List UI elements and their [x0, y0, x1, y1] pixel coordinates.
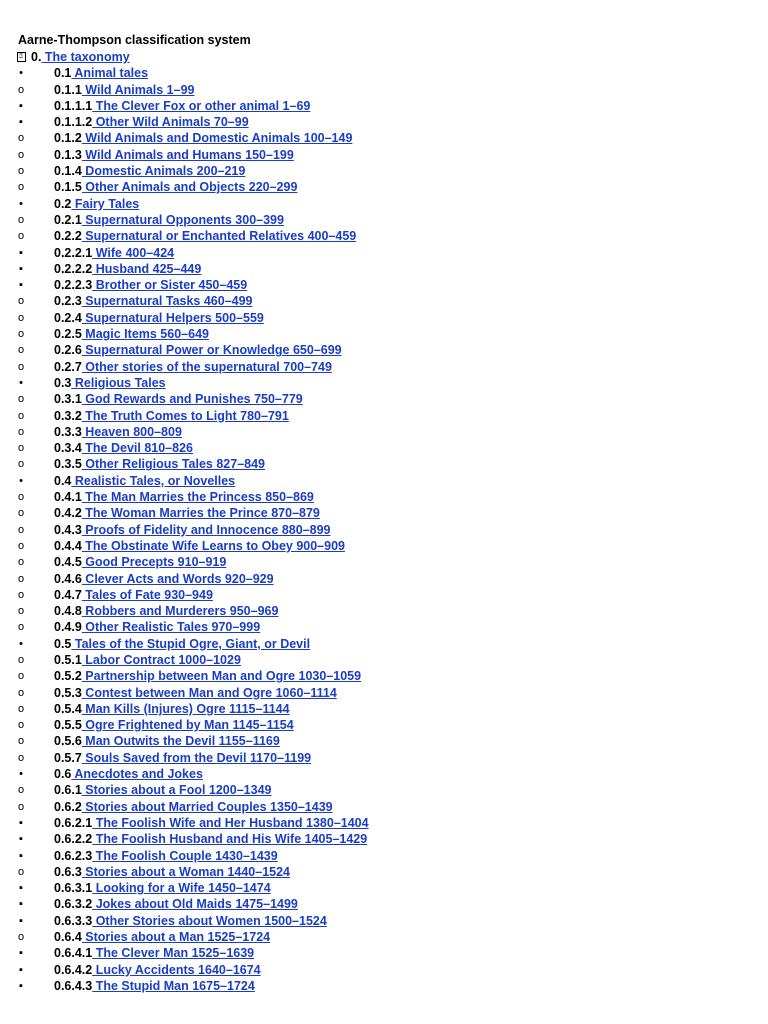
- toc-link[interactable]: Brother or Sister 450–459: [92, 278, 248, 293]
- toc-item: [0, 554, 768, 570]
- toc-entry: [54, 114, 249, 130]
- bullet-icon: o: [17, 458, 25, 471]
- toc-entry: [54, 456, 265, 472]
- toc-link[interactable]: Heaven 800–809: [81, 424, 182, 439]
- toc-item: [0, 766, 768, 782]
- toc-link[interactable]: Proofs of Fidelity and Innocence 880–899: [81, 522, 331, 537]
- section-number: 0.5.5: [54, 718, 82, 733]
- toc-link[interactable]: The Foolish Wife and Her Husband 1380–1404: [92, 815, 369, 830]
- toc-item: [0, 163, 768, 179]
- toc-link[interactable]: The Devil 810–826: [81, 441, 193, 456]
- toc-entry: [54, 782, 271, 798]
- toc-entry: [54, 554, 226, 570]
- toc-entry: [54, 65, 148, 81]
- toc-entry: [54, 587, 213, 603]
- toc-item: [0, 733, 768, 749]
- bullet-icon: •: [19, 376, 23, 389]
- toc-link[interactable]: The Man Marries the Princess 850–869: [81, 490, 314, 505]
- toc-link[interactable]: The taxonomy: [41, 50, 130, 64]
- toc-entry: [54, 701, 290, 717]
- section-number: 0.2.2.3: [54, 278, 93, 293]
- toc-link[interactable]: Magic Items 560–649: [81, 327, 209, 342]
- section-number: 0.6.4.3: [54, 978, 93, 993]
- bullet-icon: o: [17, 230, 25, 243]
- toc-item: [0, 456, 768, 472]
- toc-link[interactable]: Stories about a Woman 1440–1524: [81, 864, 291, 879]
- section-number: 0.: [31, 50, 42, 64]
- toc-entry: [54, 147, 294, 163]
- toc-entry: [54, 619, 260, 635]
- toc-link[interactable]: Supernatural Tasks 460–499: [81, 294, 253, 309]
- bullet-icon: o: [17, 751, 25, 764]
- section-number: 0.6.3.1: [54, 881, 93, 896]
- section-number: 0.5.6: [54, 734, 82, 749]
- toc-link[interactable]: The Clever Man 1525–1639: [92, 946, 255, 961]
- toc-link[interactable]: Religious Tales: [71, 375, 166, 390]
- section-number: 0.4.2: [54, 506, 82, 521]
- toc-entry: [54, 799, 333, 815]
- toc-link[interactable]: Realistic Tales, or Novelles: [71, 473, 236, 488]
- bullet-icon: o: [17, 621, 25, 634]
- toc-entry: [54, 375, 166, 391]
- toc-entry: [54, 603, 278, 619]
- toc-item: [0, 880, 768, 896]
- toc-item: [0, 668, 768, 684]
- bullet-icon: •: [19, 474, 23, 487]
- toc-link[interactable]: Ogre Frightened by Man 1145–1154: [81, 718, 294, 733]
- bullet-icon: •: [19, 768, 23, 781]
- section-number: 0.6.1: [54, 783, 82, 798]
- section-number: 0.3.3: [54, 424, 82, 439]
- bullet-icon: o: [17, 556, 25, 569]
- toc-item: [0, 587, 768, 603]
- toc-item: [0, 277, 768, 293]
- bullet-icon: o: [17, 442, 25, 455]
- toc-item: [0, 49, 768, 65]
- bullet-icon: o: [17, 311, 25, 324]
- bullet-icon: ▪: [19, 882, 23, 895]
- toc-link[interactable]: Supernatural Opponents 300–399: [81, 212, 284, 227]
- bullet-icon: o: [17, 800, 25, 813]
- toc-item: [0, 424, 768, 440]
- toc-entry: [54, 815, 369, 831]
- toc-entry: [54, 538, 345, 554]
- section-number: 0.2.3: [54, 294, 82, 309]
- toc-item: [0, 65, 768, 81]
- section-number: 0.1.4: [54, 164, 82, 179]
- toc-entry: [54, 831, 367, 847]
- toc-item: [0, 375, 768, 391]
- toc-item: [0, 473, 768, 489]
- toc-entry: [54, 179, 297, 195]
- toc-item: [0, 571, 768, 587]
- toc-link[interactable]: Man Outwits the Devil 1155–1169: [81, 734, 280, 749]
- toc-item: [0, 212, 768, 228]
- bullet-icon: o: [17, 523, 25, 536]
- toc-entry: [54, 848, 278, 864]
- section-number: 0.4.8: [54, 604, 82, 619]
- toc-item: [0, 489, 768, 505]
- section-number: 0.4.5: [54, 555, 82, 570]
- bullet-icon: o: [17, 865, 25, 878]
- toc-link[interactable]: Man Kills (Injures) Ogre 1115–1144: [81, 701, 290, 716]
- toc-entry: [54, 880, 271, 896]
- toc-item: [0, 326, 768, 342]
- bullet-icon: ▪: [19, 947, 23, 960]
- section-number: 0.4.3: [54, 522, 82, 537]
- bullet-icon: o: [17, 735, 25, 748]
- toc-item: [0, 652, 768, 668]
- section-number: 0.2.4: [54, 310, 82, 325]
- section-number: 0.4.4: [54, 538, 82, 553]
- section-number: 0.5.2: [54, 669, 82, 684]
- toc-item: [0, 782, 768, 798]
- toc-item: [0, 245, 768, 261]
- toc-entry: [54, 864, 290, 880]
- toc-entry: [54, 391, 303, 407]
- section-number: 0.6.2: [54, 799, 82, 814]
- toc-link[interactable]: Lucky Accidents 1640–1674: [92, 962, 261, 977]
- bullet-icon: o: [17, 148, 25, 161]
- toc-link[interactable]: Robbers and Murderers 950–969: [81, 604, 279, 619]
- toc-item: [0, 261, 768, 277]
- section-number: 0.5.3: [54, 685, 82, 700]
- toc-item: [0, 831, 768, 847]
- section-number: 0.2.6: [54, 343, 82, 358]
- toc-item: [0, 848, 768, 864]
- bullet-icon: o: [17, 181, 25, 194]
- toc-item: [0, 750, 768, 766]
- toc-link[interactable]: Other Realistic Tales 970–999: [81, 620, 261, 635]
- toc-item: [0, 962, 768, 978]
- toc-entry: [54, 896, 298, 912]
- section-number: 0.1.2: [54, 131, 82, 146]
- toc-link[interactable]: Jokes about Old Maids 1475–1499: [92, 897, 298, 912]
- toc-entry: [54, 424, 182, 440]
- bullet-icon: •: [19, 637, 23, 650]
- bullet-icon: ▪: [19, 979, 23, 992]
- toc-link[interactable]: Animal tales: [71, 66, 149, 81]
- section-number: 0.5.4: [54, 701, 82, 716]
- toc-item: [0, 114, 768, 130]
- section-number: 0.2.2.1: [54, 245, 93, 260]
- section-number: 0.6.2.1: [54, 815, 93, 830]
- toc-entry: [54, 571, 274, 587]
- toc-link[interactable]: Anecdotes and Jokes: [71, 767, 203, 782]
- toc-link[interactable]: God Rewards and Punishes 750–779: [81, 392, 303, 407]
- toc-link[interactable]: Other Wild Animals 70–99: [92, 115, 249, 130]
- toc-entry: [54, 408, 289, 424]
- bullet-icon: ▪: [19, 262, 23, 275]
- toc-entry: [54, 522, 331, 538]
- bullet-icon: •: [19, 67, 23, 80]
- toc-entry: [54, 440, 193, 456]
- toc-link[interactable]: Wild Animals and Humans 150–199: [81, 147, 294, 162]
- toc-entry: [54, 98, 310, 114]
- toc-item: [0, 505, 768, 521]
- section-number: 0.5.7: [54, 750, 82, 765]
- toc-item: [0, 538, 768, 554]
- toc-entry: [54, 310, 264, 326]
- bullet-icon: o: [17, 132, 25, 145]
- toc-link[interactable]: Wild Animals 1–99: [81, 82, 195, 97]
- bullet-icon: ▪: [19, 816, 23, 829]
- section-number: 0.6.2.3: [54, 848, 93, 863]
- section-number: 0.6.2.2: [54, 832, 93, 847]
- section-number: 0.6.4.2: [54, 962, 93, 977]
- bullet-icon: o: [17, 213, 25, 226]
- bullet-icon: •: [19, 197, 23, 210]
- toc-item: [0, 815, 768, 831]
- toc-item: [0, 945, 768, 961]
- section-number: 0.6: [54, 767, 72, 782]
- toc-item: [0, 179, 768, 195]
- toc-item: [0, 978, 768, 994]
- bullet-icon: ▪: [19, 833, 23, 846]
- toc-item: [0, 522, 768, 538]
- toc-item: [0, 342, 768, 358]
- toc-link[interactable]: Looking for a Wife 1450–1474: [92, 881, 271, 896]
- section-number: 0.1.5: [54, 180, 82, 195]
- section-number: 0.2.2: [54, 229, 82, 244]
- toc-entry: [54, 245, 174, 261]
- section-number: 0.4.9: [54, 620, 82, 635]
- toc-entry: [54, 685, 337, 701]
- toc-entry: [54, 196, 139, 212]
- toc-entry: [54, 766, 203, 782]
- toc-item: [0, 685, 768, 701]
- bullet-icon: o: [17, 931, 25, 944]
- bullet-icon: o: [17, 572, 25, 585]
- bullet-icon: ▪: [19, 849, 23, 862]
- bullet-icon: ▪: [19, 99, 23, 112]
- bullet-icon: o: [17, 344, 25, 357]
- section-number: 0.2.2.2: [54, 261, 93, 276]
- bullet-icon: ▪: [19, 116, 23, 129]
- toc-link[interactable]: Fairy Tales: [71, 196, 140, 211]
- toc-entry: [31, 49, 130, 65]
- toc-entry: [54, 945, 254, 961]
- bullet-icon: o: [17, 83, 25, 96]
- toc-link[interactable]: Other Animals and Objects 220–299: [81, 180, 298, 195]
- toc-item: [0, 82, 768, 98]
- toc-item: [0, 359, 768, 375]
- toc-entry: [54, 733, 280, 749]
- toc-link[interactable]: Stories about a Man 1525–1724: [81, 930, 271, 945]
- section-number: 0.6.3: [54, 864, 82, 879]
- toc-item: [0, 293, 768, 309]
- bullet-icon: ▪: [19, 246, 23, 259]
- toc-entry: [54, 473, 235, 489]
- bullet-icon: ▪: [19, 279, 23, 292]
- bullet-icon: o: [17, 328, 25, 341]
- bullet-icon: ▪: [19, 914, 23, 927]
- toc-link[interactable]: The Obstinate Wife Learns to Obey 900–909: [81, 538, 345, 553]
- toc-item: [0, 619, 768, 635]
- toc-item: [0, 98, 768, 114]
- section-number: 0.3.1: [54, 392, 82, 407]
- toc-link[interactable]: Contest between Man and Ogre 1060–1114: [81, 685, 337, 700]
- bullet-icon: o: [17, 686, 25, 699]
- toc-link[interactable]: The Stupid Man 1675–1724: [92, 978, 255, 993]
- toc-item: [0, 391, 768, 407]
- bullet-icon: o: [17, 165, 25, 178]
- bullet-icon: o: [17, 425, 25, 438]
- toc-item: [0, 717, 768, 733]
- toc-link[interactable]: Other Stories about Women 1500–1524: [92, 913, 327, 928]
- toc-entry: [54, 277, 247, 293]
- toc-link[interactable]: The Woman Marries the Prince 870–879: [81, 506, 320, 521]
- toc-link[interactable]: Husband 425–449: [92, 261, 202, 276]
- toc-link[interactable]: Tales of Fate 930–949: [81, 587, 213, 602]
- bullet-icon: o: [17, 653, 25, 666]
- section-number: 0.4: [54, 473, 72, 488]
- toc-entry: [54, 962, 261, 978]
- toc-link[interactable]: Supernatural Helpers 500–559: [81, 310, 264, 325]
- section-number: 0.4.6: [54, 571, 82, 586]
- toc-entry: [54, 636, 310, 652]
- toc-link[interactable]: Supernatural or Enchanted Relatives 400–459: [81, 229, 357, 244]
- bullet-icon: o: [17, 295, 25, 308]
- bullet-icon: ▪: [19, 963, 23, 976]
- bullet-icon: o: [17, 605, 25, 618]
- toc-item: [0, 130, 768, 146]
- toc-entry: [54, 913, 327, 929]
- bullet-icon: o: [17, 588, 25, 601]
- toc-entry: [54, 978, 255, 994]
- section-number: 0.1.1: [54, 82, 82, 97]
- toc-link[interactable]: The Truth Comes to Light 780–791: [81, 408, 289, 423]
- toc-link[interactable]: Labor Contract 1000–1029: [81, 652, 241, 667]
- toc-link[interactable]: Clever Acts and Words 920–929: [81, 571, 274, 586]
- toc-entry: [54, 652, 241, 668]
- section-number: 0.6.4: [54, 930, 82, 945]
- section-number: 0.3: [54, 375, 72, 390]
- page-title: Aarne-Thompson classification system: [18, 33, 251, 47]
- collapse-toggle-icon[interactable]: [15, 49, 27, 65]
- bullet-icon: o: [17, 719, 25, 732]
- toc-item: [0, 913, 768, 929]
- toc-item: [0, 408, 768, 424]
- toc-entry: [54, 505, 320, 521]
- toc-entry: [54, 293, 253, 309]
- toc-item: [0, 799, 768, 815]
- bullet-icon: o: [17, 360, 25, 373]
- toc-entry: [54, 130, 352, 146]
- table-of-contents: [0, 49, 768, 994]
- toc-link[interactable]: Other Religious Tales 827–849: [81, 457, 265, 472]
- bullet-icon: o: [17, 784, 25, 797]
- section-number: 0.4.7: [54, 587, 82, 602]
- toc-link[interactable]: Tales of the Stupid Ogre, Giant, or Devil: [71, 636, 311, 651]
- toc-item: [0, 864, 768, 880]
- toc-entry: [54, 717, 294, 733]
- toc-item: [0, 440, 768, 456]
- bullet-icon: ▪: [19, 898, 23, 911]
- bullet-icon: o: [17, 491, 25, 504]
- toc-item: [0, 896, 768, 912]
- bullet-icon: o: [17, 670, 25, 683]
- section-number: 0.3.5: [54, 457, 82, 472]
- section-number: 0.1.1.1: [54, 98, 93, 113]
- toc-link[interactable]: Stories about a Fool 1200–1349: [81, 783, 272, 798]
- section-number: 0.2: [54, 196, 72, 211]
- section-number: 0.3.4: [54, 441, 82, 456]
- bullet-icon: o: [17, 702, 25, 715]
- bullet-icon: o: [17, 409, 25, 422]
- toc-entry: [54, 82, 194, 98]
- toc-link[interactable]: Stories about Married Couples 1350–1439: [81, 799, 333, 814]
- toc-item: [0, 228, 768, 244]
- toc-item: [0, 310, 768, 326]
- toc-entry: [54, 359, 332, 375]
- toc-entry: [54, 929, 270, 945]
- toc-item: [0, 636, 768, 652]
- section-number: 0.6.4.1: [54, 946, 93, 961]
- section-number: 0.6.3.3: [54, 913, 93, 928]
- section-number: 0.1.1.2: [54, 115, 93, 130]
- toc-entry: [54, 228, 356, 244]
- toc-link[interactable]: The Foolish Husband and His Wife 1405–1429: [92, 832, 368, 847]
- toc-entry: [54, 212, 284, 228]
- section-number: 0.6.3.2: [54, 897, 93, 912]
- bullet-icon: o: [17, 539, 25, 552]
- toc-entry: [54, 163, 245, 179]
- toc-link[interactable]: The Clever Fox or other animal 1–69: [92, 98, 311, 113]
- toc-entry: [54, 261, 201, 277]
- toc-item: [0, 196, 768, 212]
- section-number: 0.1: [54, 66, 72, 81]
- section-number: 0.2.5: [54, 327, 82, 342]
- bullet-icon: o: [17, 393, 25, 406]
- toc-link[interactable]: Other stories of the supernatural 700–749: [81, 359, 332, 374]
- toc-item: [0, 147, 768, 163]
- toc-entry: [54, 326, 209, 342]
- toc-item: [0, 929, 768, 945]
- toc-entry: [54, 489, 314, 505]
- section-number: 0.2.7: [54, 359, 82, 374]
- toc-item: [0, 701, 768, 717]
- toc-link[interactable]: Partnership between Man and Ogre 1030–1059: [81, 669, 362, 684]
- toc-link[interactable]: The Foolish Couple 1430–1439: [92, 848, 278, 863]
- toc-link[interactable]: Supernatural Power or Knowledge 650–699: [81, 343, 342, 358]
- toc-link[interactable]: Good Precepts 910–919: [81, 555, 227, 570]
- section-number: 0.4.1: [54, 490, 82, 505]
- section-number: 0.5.1: [54, 652, 82, 667]
- section-number: 0.1.3: [54, 147, 82, 162]
- section-number: 0.2.1: [54, 212, 82, 227]
- toc-link[interactable]: Domestic Animals 200–219: [81, 164, 246, 179]
- toc-link[interactable]: Souls Saved from the Devil 1170–1199: [81, 750, 312, 765]
- toc-entry: [54, 342, 342, 358]
- toc-link[interactable]: Wife 400–424: [92, 245, 175, 260]
- toc-entry: [54, 668, 361, 684]
- toc-item: [0, 603, 768, 619]
- section-number: 0.3.2: [54, 408, 82, 423]
- toc-link[interactable]: Wild Animals and Domestic Animals 100–149: [81, 131, 353, 146]
- toc-entry: [54, 750, 311, 766]
- toggle-box-icon: ⍰: [17, 52, 26, 62]
- bullet-icon: o: [17, 507, 25, 520]
- section-number: 0.5: [54, 636, 72, 651]
